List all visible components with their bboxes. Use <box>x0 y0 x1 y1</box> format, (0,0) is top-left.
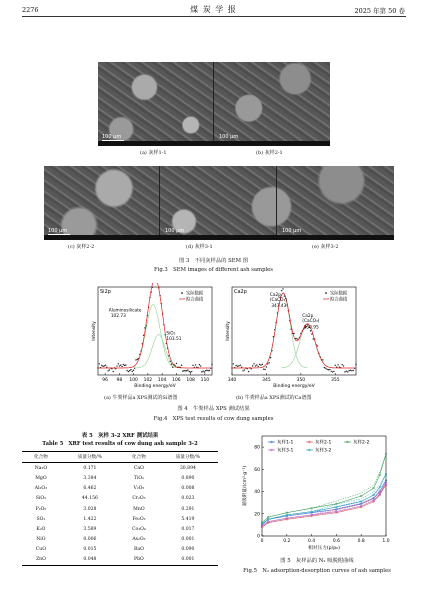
table-cell: 0.890 <box>181 475 195 481</box>
legend-data-marker <box>181 292 183 294</box>
peak-annotation-sub: (CaCO₃) <box>302 319 320 325</box>
table-cell: SO₃ <box>36 516 46 522</box>
x-tick-label: 355 <box>331 378 340 383</box>
table5-title-en: Table 5 XRF test results of cow dung ash sample 3-2 <box>42 441 198 447</box>
y-tick-label: 0 <box>257 534 260 540</box>
data-point <box>182 371 183 372</box>
data-point <box>118 363 119 364</box>
panel-label: Ca2p <box>234 289 247 295</box>
data-point <box>199 364 200 365</box>
series-line-desorption <box>262 474 386 524</box>
x-axis-label: 相对压力(p/p₀) <box>308 546 340 551</box>
data-point <box>128 371 129 372</box>
table-row <box>22 524 218 534</box>
fig5-caption-en: Fig.5 N₂ adsorption-desorption curves of ash samples <box>243 568 391 574</box>
y-axis-label: 氮吸附量/(cm³·g⁻¹) <box>243 465 248 507</box>
data-point <box>350 370 351 371</box>
data-point <box>342 364 343 365</box>
scale-label-e: 100 μm <box>282 228 302 234</box>
x-tick-label: 100 <box>129 378 138 383</box>
data-point <box>266 366 267 367</box>
table-cell: Al₂O₃ <box>34 486 48 492</box>
peak-annotation: SiO₂ <box>166 331 176 337</box>
data-point <box>248 371 249 372</box>
sem-image-row2 <box>44 166 394 240</box>
table-row <box>22 473 218 483</box>
table-cell: SiO₂ <box>35 496 47 502</box>
n2-isotherm-chart <box>240 432 390 554</box>
data-point <box>317 345 318 346</box>
fig4-caption-cn: 图 4 牛粪样品 XPS 测试结果 <box>177 406 250 412</box>
data-point <box>344 371 345 372</box>
data-point <box>116 365 117 366</box>
table-row <box>22 514 218 524</box>
data-point <box>269 362 270 363</box>
panel-label: Si2p <box>100 289 111 295</box>
data-point <box>326 369 327 370</box>
scale-label-b: 100 μm <box>219 134 239 140</box>
data-point <box>99 363 100 364</box>
data-point <box>109 369 110 370</box>
data-point <box>200 365 201 366</box>
table-cell: 3.589 <box>83 526 97 532</box>
data-point <box>124 365 125 366</box>
data-point <box>331 371 332 372</box>
x-axis-label: Binding energy/eV <box>273 384 315 389</box>
table-cell: 0.023 <box>181 496 195 502</box>
x-tick-label: 102 <box>143 378 153 383</box>
data-point <box>183 370 184 371</box>
y-axis-label: Intensity <box>92 321 97 341</box>
table-cell: As₂O₃ <box>132 537 146 543</box>
data-point <box>171 364 172 365</box>
series-line <box>262 454 386 523</box>
table5-title-cn: 表 5 灰样 3-2 XRF 测试结果 <box>81 433 159 439</box>
data-point <box>281 290 282 291</box>
y-axis-label: Intensity <box>226 321 231 341</box>
data-point <box>256 364 257 365</box>
data-point <box>201 371 202 372</box>
xps-ca-chart <box>222 283 360 393</box>
scale-label-c: 100 μm <box>48 228 68 234</box>
data-point <box>353 370 354 371</box>
x-tick-label: 0.8 <box>357 539 365 544</box>
xps-caption-b: (b) 牛粪样品a XPS测试的Ca谱图 <box>236 395 312 401</box>
data-point <box>355 364 356 365</box>
data-point <box>202 370 203 371</box>
xrf-table <box>22 451 218 566</box>
data-point <box>335 365 336 366</box>
series-line-desorption <box>262 454 386 523</box>
data-point <box>324 367 325 368</box>
data-point <box>348 370 349 371</box>
x-tick-label: 110 <box>200 378 210 383</box>
data-point <box>211 364 212 365</box>
y-tick-label: 60 <box>254 467 260 473</box>
data-point <box>264 369 265 370</box>
sem-caption-a: (a) 灰样1-1 <box>140 150 167 156</box>
data-point <box>181 365 182 366</box>
peak-annotation-sub: (CaCO₃) <box>269 298 287 304</box>
table-cell: 0.015 <box>83 547 97 553</box>
data-point <box>235 365 236 366</box>
table-cell: Co₃O₄ <box>132 526 146 532</box>
data-point <box>170 361 171 362</box>
data-point <box>204 371 205 372</box>
data-point <box>351 370 352 371</box>
data-point <box>313 338 314 339</box>
data-point <box>332 371 333 372</box>
data-point <box>310 330 311 331</box>
data-point <box>257 366 258 367</box>
table-row <box>22 535 218 545</box>
header-mass-fraction: 质量分数/% <box>77 455 103 461</box>
table-row <box>22 504 218 514</box>
data-point <box>186 370 187 371</box>
table-row <box>22 463 218 474</box>
x-tick-label: 108 <box>186 378 195 383</box>
peak-annotation-value: 347.43 <box>271 304 287 310</box>
data-point <box>259 364 260 365</box>
data-point <box>133 369 134 370</box>
data-point <box>282 288 283 289</box>
data-point <box>190 372 191 373</box>
data-point <box>191 371 192 372</box>
sem-caption-b: (b) 灰样2-1 <box>256 150 283 156</box>
table-cell: Na₂O <box>34 465 48 471</box>
data-point <box>196 366 197 367</box>
table-cell: 44.156 <box>81 496 98 502</box>
component-peak <box>281 324 334 368</box>
table-cell: 3.384 <box>83 475 97 481</box>
data-point <box>293 333 294 334</box>
data-point <box>267 363 268 364</box>
legend-data-label: 实际数据 <box>330 291 348 297</box>
page-number: 2276 <box>22 6 39 14</box>
x-tick-label: 106 <box>172 378 181 383</box>
y-tick-label: 20 <box>254 512 260 518</box>
data-point <box>123 364 124 365</box>
scale-label-a: 100 μm <box>102 134 122 140</box>
data-point <box>237 366 238 367</box>
table-cell: Cr₂O₃ <box>132 496 146 502</box>
x-tick-label: 345 <box>262 378 271 383</box>
data-point <box>113 371 114 372</box>
data-point <box>130 369 131 370</box>
data-point <box>208 370 209 371</box>
data-point <box>347 371 348 372</box>
data-point <box>322 359 323 360</box>
data-point <box>192 365 193 366</box>
data-point <box>296 338 297 339</box>
legend-fit-label: 拟合曲线 <box>330 297 348 303</box>
data-point <box>126 370 127 371</box>
data-point <box>105 365 106 366</box>
x-tick-label: 104 <box>157 378 167 383</box>
data-point <box>119 365 120 366</box>
y-tick-label: 80 <box>254 445 260 451</box>
sem-caption-d: (d) 灰样3-1 <box>186 244 213 250</box>
table-cell: 0.006 <box>83 537 97 543</box>
table-cell: ZnO <box>35 557 46 563</box>
data-point <box>101 365 102 366</box>
issue-info: 2025 年第 50 卷 <box>354 7 405 15</box>
data-point <box>206 370 207 371</box>
data-point <box>329 369 330 370</box>
table-row <box>22 494 218 504</box>
data-point <box>121 366 122 367</box>
data-point <box>343 365 344 366</box>
data-point <box>339 366 340 367</box>
legend-data-marker <box>325 292 327 294</box>
table-cell: K₂O <box>36 526 46 532</box>
sem-caption-c: (c) 灰样2-2 <box>68 244 95 250</box>
sem-caption-e: (e) 灰样3-2 <box>312 244 339 250</box>
data-point <box>195 364 196 365</box>
table-row <box>22 555 218 566</box>
data-point <box>240 365 241 366</box>
x-axis-label: Binding energy/eV <box>134 384 176 389</box>
peak-annotation-value: 350.95 <box>303 325 319 331</box>
table-cell: 0.001 <box>181 537 195 543</box>
data-point <box>233 363 234 364</box>
legend-label: 灰样2-2 <box>353 440 370 446</box>
x-tick-label: 0.6 <box>332 539 340 544</box>
data-point <box>253 363 254 364</box>
data-point <box>102 366 103 367</box>
scale-label-d: 100 μm <box>165 228 185 234</box>
peak-annotation: Ca2p <box>302 313 314 319</box>
table-cell: V₂O₅ <box>133 486 145 492</box>
fig4-caption-en: Fig.4 XPS test results of cow dung samples <box>153 416 274 422</box>
data-point <box>187 369 188 370</box>
data-point <box>176 363 177 364</box>
table-cell: Fe₂O₃ <box>132 516 146 522</box>
legend-label: 灰样3-1 <box>277 448 294 454</box>
journal-title: 煤 炭 学 报 <box>190 5 237 14</box>
table-cell: MgO <box>35 475 47 481</box>
data-point <box>325 368 326 369</box>
y-tick-label: 40 <box>254 490 260 496</box>
data-point <box>189 371 190 372</box>
table-cell: 3.028 <box>83 506 97 512</box>
table-cell: 6.462 <box>83 486 97 492</box>
data-point <box>132 371 133 372</box>
data-point <box>328 369 329 370</box>
x-tick-label: 0.4 <box>308 539 316 544</box>
fig3-caption-cn: 图 3 不同灰样品的 SEM 图 <box>178 258 248 264</box>
data-point <box>134 367 135 368</box>
table-cell: 1.422 <box>83 516 97 522</box>
data-point <box>107 370 108 371</box>
data-point <box>337 364 338 365</box>
header-rule <box>22 16 406 17</box>
data-point <box>262 364 263 365</box>
data-point <box>205 370 206 371</box>
table-cell: NiO <box>36 537 46 543</box>
table-header-row <box>22 452 218 463</box>
peak-annotation: Ca2p <box>269 292 281 298</box>
table-cell: CaO <box>133 465 144 471</box>
table-cell: 0.048 <box>83 557 97 563</box>
data-point <box>129 370 130 371</box>
peak-annotation-value: 103.51 <box>166 336 182 342</box>
fig3-caption-en: Fig.3 SEM images of different ash samples <box>153 267 274 273</box>
x-tick-label: 98 <box>116 378 123 383</box>
table-cell: 0.017 <box>181 526 195 532</box>
data-point <box>120 364 121 365</box>
data-point <box>125 364 126 365</box>
data-point <box>172 366 173 367</box>
legend-label: 灰样2-1 <box>315 440 332 446</box>
data-point <box>104 365 105 366</box>
data-point <box>185 370 186 371</box>
data-point <box>252 365 253 366</box>
header-mass-fraction: 质量分数/% <box>175 455 201 461</box>
table-row <box>22 484 218 494</box>
x-tick-label: 0 <box>260 539 264 544</box>
table-cell: P₂O₅ <box>35 506 47 512</box>
table-cell: 30.894 <box>179 465 196 471</box>
data-point <box>260 364 261 365</box>
data-point <box>209 370 210 371</box>
fig5-caption-cn: 图 5 灰样品的 N₂ 吸脱附曲线 <box>280 558 354 564</box>
data-point <box>270 357 271 358</box>
header-compound: 化合物 <box>132 455 146 461</box>
table-cell: MnO <box>133 506 145 512</box>
table-cell: 0.291 <box>181 506 195 512</box>
x-tick-label: 350 <box>296 378 306 383</box>
table-cell: CuO <box>35 547 47 553</box>
table-cell: PbO <box>133 557 144 563</box>
xps-si-chart <box>86 283 216 393</box>
data-point <box>242 370 243 371</box>
series-line-desorption <box>262 480 386 525</box>
x-tick-label: 340 <box>227 378 237 383</box>
table-row <box>22 545 218 555</box>
header-compound: 化合物 <box>34 455 48 461</box>
data-point <box>346 370 347 371</box>
xps-caption-a: (a) 牛粪样品a XPS测试的Si谱图 <box>104 395 178 401</box>
x-tick-label: 0.2 <box>283 539 291 544</box>
series-line <box>262 480 386 525</box>
data-point <box>244 369 245 370</box>
legend-label: 灰样1-1 <box>277 440 294 446</box>
legend-fit-label: 拟合曲线 <box>186 297 204 303</box>
x-tick-label: 1.0 <box>382 539 390 544</box>
data-point <box>135 359 136 360</box>
table-cell: BaO <box>133 547 144 553</box>
table-cell: 5.419 <box>181 516 195 522</box>
table-cell: 0.171 <box>83 465 97 471</box>
peak-annotation-value: 102.73 <box>110 313 126 319</box>
data-point <box>333 371 334 372</box>
table-cell: 0.008 <box>181 486 195 492</box>
sem-image-row1 <box>98 62 330 146</box>
peak-annotation: Aluminosilicate <box>108 308 142 314</box>
data-point <box>255 365 256 366</box>
data-point <box>137 359 138 360</box>
table-cell: 0.090 <box>181 547 195 553</box>
legend-label: 灰样3-2 <box>315 448 332 454</box>
legend-data-label: 实际数据 <box>186 291 204 297</box>
table-cell: 0.001 <box>181 557 195 563</box>
data-point <box>238 365 239 366</box>
fit-curve <box>232 293 356 368</box>
data-point <box>263 368 264 369</box>
table-cell: TiO₂ <box>133 475 144 481</box>
x-tick-label: 96 <box>102 378 108 383</box>
